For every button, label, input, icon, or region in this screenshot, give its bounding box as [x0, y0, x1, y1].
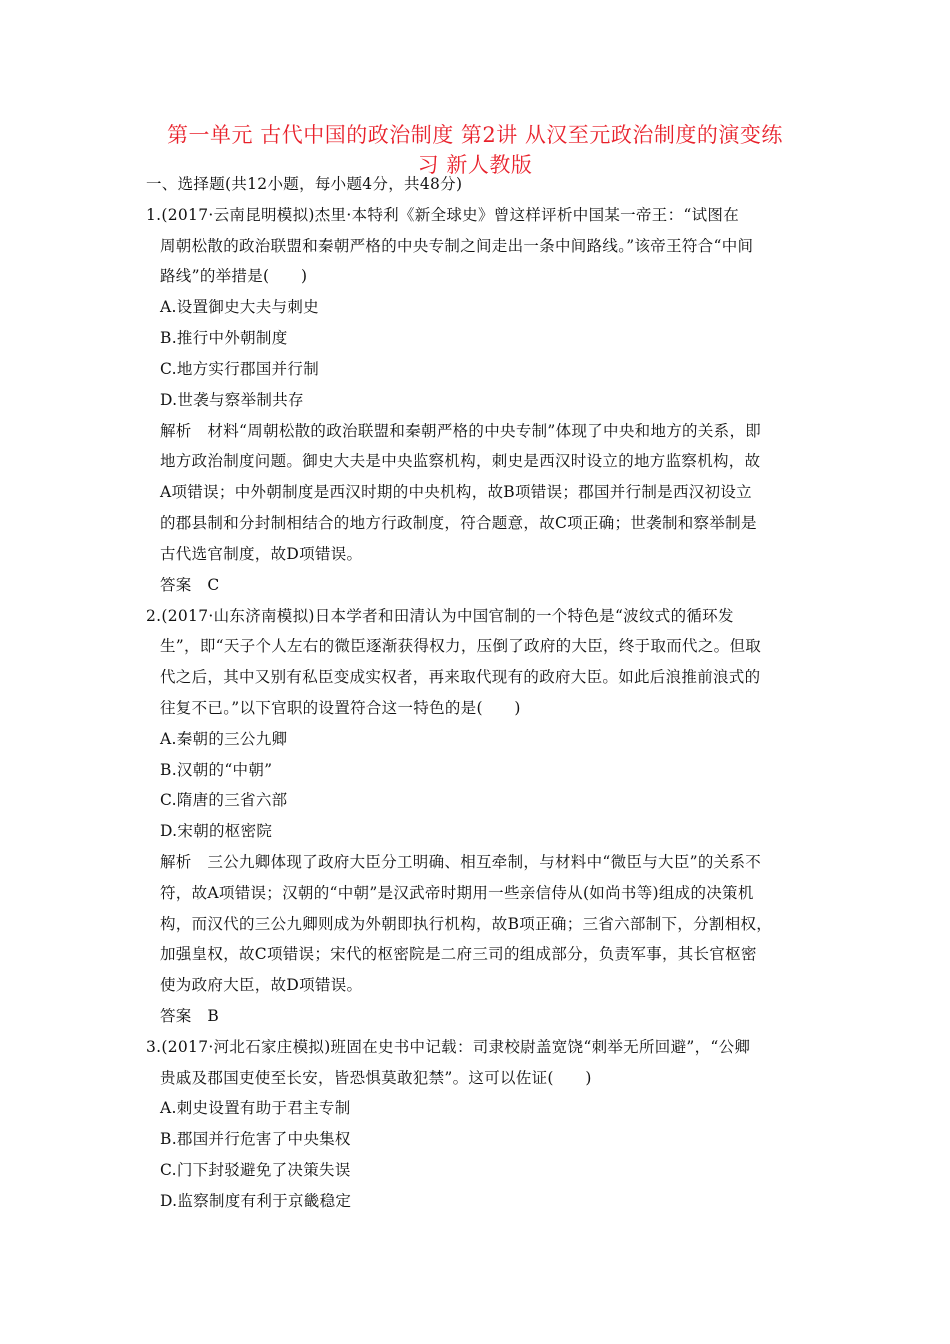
- q1-option-a: A.设置御史大夫与刺史: [160, 298, 319, 316]
- title-line-1: 第一单元 古代中国的政治制度 第2讲 从汉至元政治制度的演变练: [167, 123, 783, 147]
- q3-stem-line: 贵戚及郡国吏使至长安，皆恐惧莫敢犯禁”。这可以佐证( ): [160, 1069, 592, 1087]
- q2-answer: 答案 B: [160, 1007, 220, 1025]
- q2-stem-line: 生”，即“天子个人左右的微臣逐渐获得权力，压倒了政府的大臣，终于取而代之。但取: [160, 637, 762, 655]
- section-heading: 一、选择题(共12小题，每小题4分，共48分): [146, 175, 463, 193]
- q1-analysis-line: 的郡县制和分封制相结合的地方行政制度，符合题意，故C项正确；世袭制和察举制是: [160, 514, 757, 532]
- q3-option-c: C.门下封驳避免了决策失误: [160, 1161, 351, 1179]
- q2-analysis-line: 使为政府大臣，故D项错误。: [160, 976, 363, 994]
- q1-answer: 答案 C: [160, 576, 220, 594]
- q2-analysis-line: 构，而汉代的三公九卿则成为外朝即执行机构，故B项正确；三省六部制下，分割相权，: [160, 915, 773, 933]
- q1-option-b: B.推行中外朝制度: [160, 329, 288, 347]
- q2-option-c: C.隋唐的三省六部: [160, 791, 288, 809]
- q2-option-a: A.秦朝的三公九卿: [160, 730, 288, 748]
- q3-option-b: B.郡国并行危害了中央集权: [160, 1130, 351, 1148]
- q2-stem-line: 往复不已。”以下官职的设置符合这一特色的是( ): [160, 699, 521, 717]
- q2-option-b: B.汉朝的“中朝”: [160, 761, 273, 779]
- q3-option-a: A.刺史设置有助于君主专制: [160, 1099, 351, 1117]
- q1-analysis-line: A项错误；中外朝制度是西汉时期的中央机构，故B项错误；郡国并行制是西汉初设立: [160, 483, 752, 501]
- q2-analysis-line: 解析 三公九卿体现了政府大臣分工明确、相互牵制，与材料中“微臣与大臣”的关系不: [160, 853, 762, 871]
- q3-stem-line: 3.(2017·河北石家庄模拟)班固在史书中记载：司隶校尉盖宽饶“刺举无所回避”，“公卿: [146, 1038, 751, 1056]
- document-title: [120, 120, 830, 180]
- q1-analysis-line: 地方政治制度问题。御史大夫是中央监察机构，刺史是西汉时设立的地方监察机构，故: [160, 452, 761, 470]
- q2-analysis-line: 加强皇权，故C项错误；宋代的枢密院是二府三司的组成部分，负责军事，其长官枢密: [160, 945, 757, 963]
- q2-option-d: D.宋朝的枢密院: [160, 822, 273, 840]
- q3-option-d: D.监察制度有利于京畿稳定: [160, 1192, 352, 1210]
- q2-stem-line: 代之后，其中又别有私臣变成实权者，再来取代现有的政府大臣。如此后浪推前浪式的: [160, 668, 761, 686]
- q1-stem-line: 1.(2017·云南昆明模拟)杰里·本特利《新全球史》曾这样评析中国某一帝王：“试图在: [146, 206, 740, 224]
- q1-option-c: C.地方实行郡国并行制: [160, 360, 320, 378]
- q1-stem-line: 路线”的举措是( ): [160, 267, 308, 285]
- q1-analysis-line: 解析 材料“周朝松散的政治联盟和秦朝严格的中央专制”体现了中央和地方的关系，即: [160, 422, 762, 440]
- q2-analysis-line: 符，故A项错误；汉朝的“中朝”是汉武帝时期用一些亲信侍从(如尚书等)组成的决策机: [160, 884, 754, 902]
- q1-stem-line: 周朝松散的政治联盟和秦朝严格的中央专制之间走出一条中间路线。”该帝王符合“中间: [160, 237, 754, 255]
- q2-stem-line: 2.(2017·山东济南模拟)日本学者和田清认为中国官制的一个特色是“波纹式的循环发: [146, 607, 734, 625]
- title-line-2: 习 新人教版: [417, 153, 533, 177]
- q1-analysis-line: 古代选官制度，故D项错误。: [160, 545, 363, 563]
- q1-option-d: D.世袭与察举制共存: [160, 391, 304, 409]
